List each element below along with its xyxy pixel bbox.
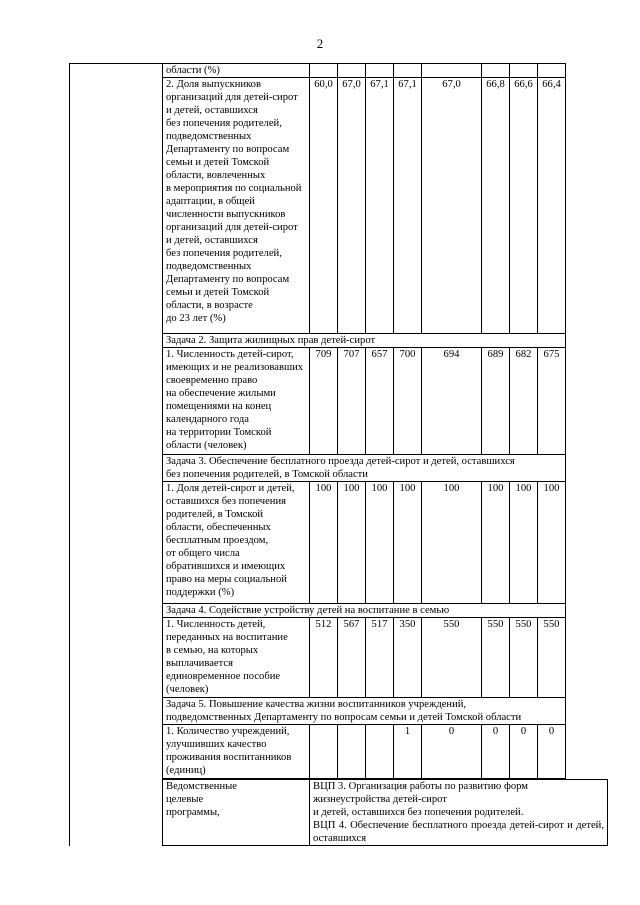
indicator-text: 2. Доля выпускников организаций для детей-сирот и детей, оставшихся без попечения родителей, подведомственных Департаменту по вопросам семьи и детей Томской области, вовлеченных в мероприятия по социальной адаптации, в общей численности выпускников организаций для детей-сирот и детей, оставшихся без попечения родителей, подведомственных Департаменту по вопросам семьи и детей Томской области, в возрасте до 23 лет (%) (163, 78, 310, 334)
value-cell: 550 (482, 618, 510, 698)
value-cell: 675 (538, 348, 566, 455)
value-cell: 1 (394, 725, 422, 779)
value-cell: 0 (510, 725, 538, 779)
vcp4-text: ВЦП 4. Обеспечение бесплатного проезда детей-сирот и детей, оставшихся (313, 820, 604, 844)
value-cell: 550 (510, 618, 538, 698)
value-cell (310, 725, 338, 779)
value-cell: 67,1 (394, 78, 422, 334)
table-row (70, 64, 608, 78)
indicator-text: 1. Численность детей-сирот, имеющих и не реализовавших своевременно право на обеспечение жилыми помещениями на конец календарного года на территории Томской области (человек) (163, 348, 310, 455)
value-cell: 100 (482, 482, 510, 604)
value-cell: 67,0 (422, 78, 482, 334)
value-cell: 567 (338, 618, 366, 698)
value-cell: 100 (338, 482, 366, 604)
value-cell: 682 (510, 348, 538, 455)
value-cell (366, 725, 394, 779)
value-cell: 66,8 (482, 78, 510, 334)
value-cell: 694 (422, 348, 482, 455)
task-title: Задача 3. Обеспечение бесплатного проезда детей-сирот и детей, оставшихся без попечения родителей, в Томской области (163, 455, 566, 482)
page-number: 2 (316, 36, 324, 51)
value-cell (338, 64, 366, 78)
value-cell (310, 64, 338, 78)
value-cell (338, 725, 366, 779)
indicator-table (69, 63, 608, 846)
value-cell (422, 64, 482, 78)
indicator-text: области (%) (163, 64, 310, 78)
value-cell: 0 (538, 725, 566, 779)
value-cell: 709 (310, 348, 338, 455)
task-title: Задача 4. Содействие устройству детей на воспитание в семью (163, 604, 566, 618)
vcp3-text: ВЦП 3. Организация работы по развитию форм жизнеустройства детей-сирот и детей, оставшихся без попечения родителей. (313, 781, 528, 818)
value-cell: 350 (394, 618, 422, 698)
departmental-programs (310, 780, 608, 846)
value-cell: 66,6 (510, 78, 538, 334)
value-cell: 100 (422, 482, 482, 604)
task-title: Задача 5. Повышение качества жизни воспитанников учреждений, подведомственных Департаменту по вопросам семьи и детей Томской области (163, 698, 566, 725)
value-cell: 67,0 (338, 78, 366, 334)
value-cell: 550 (538, 618, 566, 698)
value-cell: 100 (310, 482, 338, 604)
value-cell: 689 (482, 348, 510, 455)
value-cell (366, 64, 394, 78)
value-cell: 100 (366, 482, 394, 604)
value-cell: 100 (394, 482, 422, 604)
value-cell: 60,0 (310, 78, 338, 334)
value-cell: 0 (422, 725, 482, 779)
value-cell: 550 (422, 618, 482, 698)
left-empty-cell (70, 64, 163, 846)
value-cell (482, 64, 510, 78)
value-cell: 657 (366, 348, 394, 455)
value-cell (510, 64, 538, 78)
value-cell: 100 (538, 482, 566, 604)
departmental-label: Ведомственные целевые программы, (163, 780, 310, 846)
value-cell: 100 (510, 482, 538, 604)
indicator-text: 1. Численность детей, переданных на воспитание в семью, на которых выплачивается единовременное пособие (человек) (163, 618, 310, 698)
value-cell: 67,1 (366, 78, 394, 334)
value-cell (538, 64, 566, 78)
value-cell: 0 (482, 725, 510, 779)
indicator-text: 1. Количество учреждений, улучшивших качество проживания воспитанников (единиц) (163, 725, 310, 779)
value-cell: 700 (394, 348, 422, 455)
value-cell: 707 (338, 348, 366, 455)
task-title: Задача 2. Защита жилищных прав детей-сирот (163, 334, 566, 348)
value-cell: 66,4 (538, 78, 566, 334)
value-cell: 517 (366, 618, 394, 698)
value-cell (394, 64, 422, 78)
indicator-text: 1. Доля детей-сирот и детей, оставшихся без попечения родителей, в Томской области, обеспеченных бесплатным проездом, от общего числа обратившихся и имеющих право на меры социальной поддержки (%) (163, 482, 310, 604)
value-cell: 512 (310, 618, 338, 698)
